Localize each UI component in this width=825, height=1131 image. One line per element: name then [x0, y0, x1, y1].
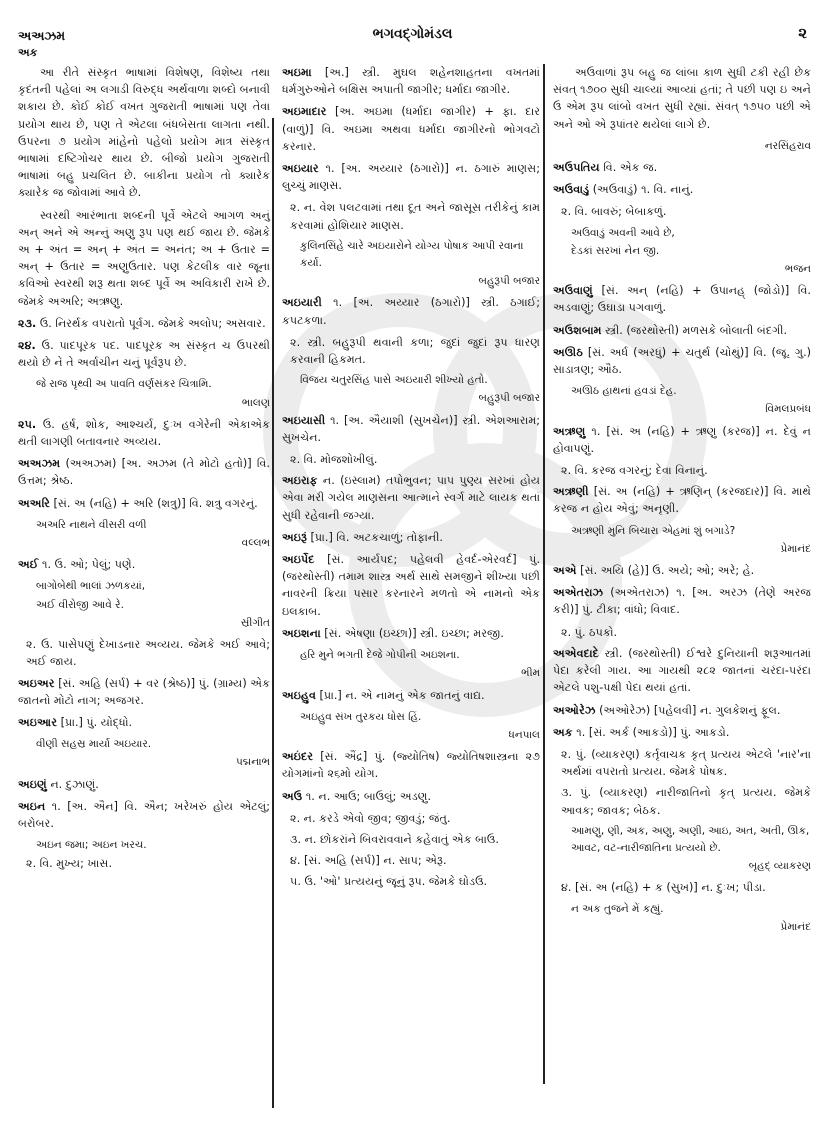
citation-quote: બાગોબેથી ભાલાં ઝળકયાં, — [36, 580, 146, 593]
definition: ન. દુઝાણું. — [50, 777, 99, 791]
definition: ૧. ઉ. ઓ; પેલું; પણે. — [42, 558, 136, 572]
citation-source: નરસિંહરાવ — [764, 139, 811, 152]
sub-sense: ૨. વિ. કરજ વગરનું; દેવા વિનાનું. — [561, 464, 708, 478]
headword: અઇર્પેદ — [282, 553, 315, 567]
paragraph: અઉવાળાં રૂપ બહુ જ લાંબા કાળ સુધી ટકી રહી છેક સંવત્ ૧૭૦૦ સુધી ચાલ્યાં આવ્યાં હતાં; તે પછી પણ ઇ અને ઉ એમ રૂપ લાંબો વખત સુધી રહ્યાં. સંવત્ ૧૭૫૦ પછી એ અને ઓ એ રૂપાંતર થયેલાં લાગે છે. — [553, 66, 811, 131]
definition: ૧. [સં. અ (નહિ) + ઋણુ (કરજ)] ન. દેવું ન હોવાપણું. — [553, 424, 811, 455]
citation-source: ધનપાલ — [508, 728, 540, 741]
headword: અઅરિ — [18, 496, 50, 510]
citation-quote: અઅરિ નાથને વીસરી વળી — [36, 518, 147, 531]
citation-source: વિમલપ્રબંધ — [765, 403, 811, 416]
headword: અઉશબામ — [553, 323, 602, 337]
dictionary-entry — [553, 344, 811, 378]
definition: ૧. [અ. ઐન] વિ. ઐન; ખરેખરું હોય એટલું; બરોબર. — [18, 799, 270, 830]
dictionary-entry — [282, 294, 540, 328]
definition: [સં. અ (નહિ) + ઋણિન્ (કરજદાર)] વિ. માથે કરજ ન હોય એવું; અનૃણી. — [553, 485, 812, 516]
dictionary-entry — [282, 160, 540, 194]
dictionary-entry — [553, 645, 811, 697]
citation-source: બહુરૂપી બજાર — [478, 275, 540, 288]
definition: [સં. આર્યપદ; પહેલવી હેવર્દ-એરવર્દ] પું. (જરથોસ્તી) તમામ શાસ્ત્ર અર્થ સાથે સમજીને શીખ્યા પછી નાવરની ક્રિયા પસાર કરનારને મળતો એ નામનો એક ઇલકાબ. — [282, 553, 540, 618]
headword: અઇયાર — [282, 162, 319, 176]
headword: અઇઅર — [18, 676, 55, 690]
sub-sense: ૨. ન. કરડે એવો જીવ; જીવડું; જંતુ. — [290, 811, 451, 825]
dictionary-entry — [282, 412, 540, 446]
column-divider-right — [543, 64, 545, 1084]
headword: અઋણી — [553, 485, 589, 499]
definition: (અઓરેઝ) [પહેલવી] ન. ગુલકેશનું ફૂલ. — [599, 703, 781, 717]
headword: અઇમાદાર — [282, 105, 327, 119]
citation-quote: અઉવાડું અવની આવે છે, — [571, 226, 675, 239]
dictionary-entry — [553, 584, 811, 618]
sense-text: ઉ. નિરર્થક વપરાતો પૂર્વગ. જેમકે અલોપ; અસવાર. — [39, 316, 266, 330]
dictionary-entry — [18, 556, 270, 573]
sub-sense: ૨. પું. (વ્યાકરણ) કર્તૃવાચક કૃત્ પ્રત્યય એટલે 'નાર'ના અર્થમાં વપરાતો પ્રત્યય. જેમકે પોષક. — [561, 747, 811, 779]
citation-source: બૃહદ્ વ્યાકરણ — [748, 860, 811, 873]
dictionary-entry — [282, 551, 540, 620]
sub-sense: ૨. વિ. મોજશોખીલું. — [290, 453, 378, 467]
definition: [સં. અર્ધ (અરધું) + ચતુર્થ (ચોથું)] વિ. (જૂ. ગુ.) સાડાત્રણ; ઔઠ. — [553, 345, 811, 377]
dictionary-entry — [282, 472, 540, 524]
column-divider-left — [272, 118, 274, 1108]
headword: અઇંદર — [282, 750, 314, 764]
citation-source: ભીમ — [521, 667, 540, 680]
definition: [અ. અઇમા (ધર્માદા જાગીર) + ફા. દાર (વાળું)] વિ. અઇમા અથવા ધર્માદા જાગીરનો ભોગવટો કરનાર. — [282, 105, 540, 153]
citation-quote: હરિ મુને ભગતી દેજે ગોપીની અઇશના. — [300, 649, 460, 662]
page-number: ૨ — [798, 24, 807, 42]
definition: [સં. એષણા (ઇચ્છા)] સ્ત્રી. ઇચ્છા; મરજી. — [324, 626, 504, 640]
sub-sense: ૫. ઉ. 'ઓ' પ્રત્યયનું જૂનું રૂપ. જેમકે ઘોડઉ. — [290, 875, 488, 889]
definition: [સં. અયિ (હે)] ઉ. અયે; ઓ; અરે; હે. — [580, 564, 755, 578]
sub-sense: ૪. [સં. અહિ (સર્પ)] ન. સાપ; એરૂ. — [290, 854, 447, 868]
headword: અઈ — [18, 558, 39, 572]
dictionary-entry — [18, 495, 270, 512]
definition: [સં. અહિ (સર્પ) + વર (શ્રેષ્ઠ)] પું. (ગ્રામ્ય) એક જાતનો મોટો નાગ; અજગર. — [18, 676, 270, 707]
column-middle — [282, 64, 540, 895]
dictionary-entry — [282, 64, 540, 98]
headword: અઇરાફ — [282, 474, 318, 488]
definition: (અઉવાડું) ૧. વિ. નાનું. — [592, 183, 694, 197]
headword: અઇન — [18, 799, 46, 813]
dictionary-entry — [553, 702, 811, 719]
sub-sense: ૪. [સં. અ (નહિ) + ક (સુખ)] ન. દુઃખ; પીડા. — [561, 881, 766, 895]
guide-word-top: અઅઝમ — [18, 28, 66, 43]
sense-text: ઉ. હર્ષ, શોક, આશ્ચર્ય, દુઃખ વગેરેની એકાએક થતી લાગણી બતાવનાર અવ્યય. — [18, 417, 270, 449]
definition: [સં. ઐંદ્ર] પું. (જ્યોતિષ) જ્યોતિષશાસ્ત્રના ૨૭ યોગમાંનો ૨૬મો યોગ. — [282, 750, 540, 781]
headword: અઉપતિય — [553, 161, 600, 175]
dictionary-entry — [18, 798, 270, 832]
citation-source: પ્રેમાનંદ — [780, 542, 811, 555]
citation-source: સ્રીગીત — [240, 616, 270, 629]
headword: અઊઠ — [553, 345, 583, 359]
sense-number: ૨૫. — [18, 417, 37, 431]
headword: અએવદાદે — [553, 646, 599, 660]
definition: [અ.] સ્ત્રી. મુઘલ શહેનશાહતના વખતમાં ધર્મગુરુઓને બક્ષિસ અપાતી જાગીર; ધર્માદા જાગીર. — [282, 66, 541, 97]
column-right — [553, 64, 811, 940]
sub-sense: ૨. ન. વેશ પલટવામાં તથા દૂત અને જાસૂસ તરીકેનું કામ કરવામાં હોશિયાર માણસ. — [290, 201, 540, 232]
guide-word-sub: અક — [18, 46, 38, 59]
headword: અઓરેઝ — [553, 703, 596, 717]
citation-quote: કુલિનસિંહે ચારે અઇયારોને યોગ્ય પોષાક આપી રવાના કર્યા. — [300, 239, 524, 270]
sub-sense: ૨. વિ. મુખ્ય; ખાસ. — [26, 857, 113, 871]
headword: અઇશના — [282, 626, 321, 640]
dictionary-entry — [553, 159, 811, 176]
headword: અઇમા — [282, 66, 312, 79]
citation-source: ભજન — [784, 263, 811, 276]
citation-source: પ્રેમાનંદ — [780, 920, 811, 933]
citation-source: બહુરૂપી બજાર — [478, 392, 540, 405]
dictionary-entry — [18, 675, 270, 709]
headword: અક — [553, 725, 573, 739]
definition: ૧. [અ. ઐયાશી (સુખચેન)] સ્ત્રી. એશઆરામ; સુખચેન. — [282, 413, 541, 444]
definition: [પ્રા.] વિ. અટકચાળું; તોફાની. — [310, 530, 443, 544]
headword: અઇરૂં — [282, 530, 307, 544]
citation-source: પદ્મનાભ — [235, 756, 270, 769]
sub-sense: ૨. પું. ઠપકો. — [561, 625, 618, 639]
definition: [પ્રા.] ન. એ નામનું એક જાતનું વાદ્ય. — [319, 688, 485, 702]
paragraph: આ રીતે સંસ્કૃત ભાષામાં વિશેષણ, વિશેષ્ય તથા કૃદંતની પહેલાં અ લગાડી વિરુદ્ધ અર્થવાળા શબ્દો બનાવી શકાય છે. કોઈ કોઈ વખત ગુજરાતી ભાષામાં પણ તેવા પ્રયોગ થાય છે, પણ તે એટલા બંધબેસતા લાગતા નથી. ઉપરના ૭ પ્રયોગ માંહેનો પહેલો પ્રયોગ માત્ર સંસ્કૃત ભાષામાં દષ્ટિગોચર થાય છે. બીજો પ્રયોગ ગુજરાતી ભાષામાં બહુ પ્રચલિત છે. બાકીના પ્રયોગ તો ક્યારેક ક્યારેક જ જોવામાં આવે છે. — [18, 66, 270, 200]
paragraph: સ્વરથી આરંભાતા શબ્દની પૂર્વે એટલે આગળ અનું અન્ અને એ અન્નું અણુ રૂપ પણ થઈ જાય છે. જેમકે અ + અંત = અન્ + અંત = અનંત; અ + ઉતાર = અન્ + ઉતાર = અણુઉતાર. પણ કેટલીક વાર જૂના કવિઓ સ્વરથી શરૂ થતા શબ્દ પૂર્વે અ અવિકારી રાખે છે. જેમકે અઅરિ; અઋણુ. — [18, 208, 270, 308]
citation-quote: અઊઠ હાથનાં હવડાં દેહ. — [571, 385, 677, 398]
headword: અઇઆર — [18, 715, 58, 729]
definition: ૧. [અ. અય્યાર (ઠગારો)] સ્ત્રી. ઠગાઈ; કપટકળા. — [282, 296, 540, 327]
dictionary-entry — [282, 748, 540, 782]
headword: અઉવાણું — [553, 284, 593, 298]
citation-quote: જે રાજ પૃથ્વી અ પાવતિ વર્ણસંકર ચિત્રામિ. — [36, 378, 212, 391]
numbered-sense — [18, 315, 270, 332]
sense-text: ઉ. પાદપૂરક પદ. પાદપૂરક અ સંસ્કૃત ચ ઉપરથી થયો છે ને તે અર્વાચીન ચનું પૂર્વરૂપ છે. — [18, 339, 271, 370]
headword: અઉવાડું — [553, 183, 590, 197]
citation-quote: અઈ વીરોજી આવે રે. — [36, 598, 124, 611]
dictionary-entry — [282, 529, 540, 546]
definition: [સં. અન્ (નહિ) + ઉપાનહ્ (જોડો)] વિ. અડવાણું; ઉઘાડા પગવાળું. — [553, 284, 811, 315]
dictionary-entry — [553, 724, 811, 741]
headword: અઅઝમ — [18, 457, 61, 471]
dictionary-entry — [282, 788, 540, 805]
definition: ન. (ઇસ્લામ) તપોભુવન; પાપ પુણ્ય સરખાં હોય એવા મરી ગયેલ માણસના આત્માને સ્વર્ગ માટે લાયક થતાં સુધી રહેવાની જગ્યા. — [282, 474, 540, 522]
citation-quote: વીણી સહસ્ર માર્યા અઇયાર. — [36, 738, 152, 751]
dictionary-entry — [553, 282, 811, 316]
page-header — [0, 0, 825, 59]
dictionary-entry — [553, 322, 811, 339]
definition: ૧. [સં. અર્ક (આકડો)] પું. આકડો. — [576, 725, 730, 739]
headword: અએ — [553, 564, 577, 578]
headword: અઇયારી — [282, 296, 322, 310]
dictionary-entry — [18, 714, 270, 731]
sub-sense: ૨. સ્ત્રી. બહુરૂપી થવાની કળા; જુદાં જુદાં રૂપ ધારણ કરવાની હિકમત. — [290, 335, 540, 367]
citation-source: ભાલણ — [241, 396, 270, 409]
definition: (અઅઝમ) [અ. અઝમ (તે મોટો હતો)] વિ. ઉત્તમ; શ્રેષ્ઠ. — [18, 457, 270, 488]
dictionary-entry — [282, 103, 540, 155]
citation-quote: અઇન જમા; અઇન ખરચ. — [36, 839, 147, 852]
sub-sense: ૨. ઉ. પાસેપણું દેખાડનાર અવ્યય. જેમકે અઈ આવે; અઈ જાય. — [26, 638, 270, 669]
citation-quote: વિજય ચતુરસિંહ પાસે અઇયારી શીખ્યો હતો. — [300, 374, 488, 387]
dictionary-entry — [282, 687, 540, 704]
headword: અઉ — [282, 789, 303, 803]
citation-source: વલ્લભ — [241, 537, 270, 550]
definition: [સં. અ (નહિ) + અરિ (શત્રુ)] વિ. શત્રુ વગરનું. — [53, 496, 258, 510]
sub-sense: ૨. વિ. બાવરું; બેબાકળું. — [561, 205, 667, 219]
citation-quote: ન અક તુજને મેં કહ્યું. — [571, 902, 664, 915]
definition: ૧. [અ. અય્યાર (ઠગારો)] ન. ઠગારું માણસ; લુચ્ચું માણસ. — [282, 162, 540, 193]
definition: વિ. એક જ. — [603, 161, 658, 175]
dictionary-entry — [553, 562, 811, 579]
dictionary-entry — [553, 483, 811, 517]
headword: અઇયાસી — [282, 413, 326, 427]
citation-quote: અઋણી મુનિ બિચારા એહમાં શું બગાડે? — [571, 524, 736, 537]
citation-quote: દેડકાં સરખાં નેન જી. — [571, 244, 660, 257]
page-title: ભગવદ્ગોમંડલ — [372, 26, 453, 42]
dictionary-entry — [553, 423, 811, 457]
headword: અઇણું — [18, 777, 47, 791]
sense-number: ૨૩. — [18, 316, 37, 330]
sense-number: ૨૪. — [18, 339, 36, 353]
definition: ૧. ન. આઉ; બાઉલું; અડણુ. — [305, 789, 432, 803]
citation-quote: આમણુ, ણી, અક, અણુ, અણી, આઇ, અત, અતી, ઊક, આવટ, વટ-નારીજાતિના પ્રત્યયો છે. — [571, 824, 810, 854]
dictionary-entry — [18, 776, 270, 793]
numbered-sense — [18, 337, 270, 371]
headword: અઋણુ — [553, 424, 586, 438]
citation-quote: અઇહુવ સંખ તુરકય ધોસ હિં. — [300, 710, 422, 723]
definition: (અએતરાઝ) ૧. [અ. અરઝ (તેણે અરજ કરી)] પું. ટીકા; વાંધો; વિવાદ. — [553, 586, 811, 617]
dictionary-entry — [18, 455, 270, 489]
definition: સ્ત્રી. (જરથોસ્તી) મળસકે બોલાતી બંદગી. — [605, 323, 788, 337]
sub-sense: ૩. ન. છોકરાંને બિવરાવવાને કહેવાતું એક બાઉ. — [290, 832, 499, 846]
definition: [પ્રા.] પું. યોદ્ધો. — [60, 715, 133, 729]
column-left — [18, 64, 270, 877]
headword: અઇહુવ — [282, 688, 316, 702]
sub-sense: ૩. પું. (વ્યાકરણ) નારીજાતિનો કૃત્ પ્રત્યય. જેમકે આવક; જાવક; બેઠક. — [561, 786, 811, 817]
dictionary-entry — [282, 625, 540, 642]
dictionary-entry — [553, 181, 811, 198]
numbered-sense — [18, 416, 270, 450]
definition: સ્ત્રી. (જરથોસ્તી) ઈશ્વરે દુનિયાની શરૂઆતમાં પેદા કરેલી ગાય. આ ગાયથી ૨૮૨ જાતનાં ચરંદા-પરંદા એટલે પશુ-પક્ષી પેદા થયાં હતાં. — [553, 646, 811, 695]
headword: અએતરાઝ — [553, 586, 604, 600]
